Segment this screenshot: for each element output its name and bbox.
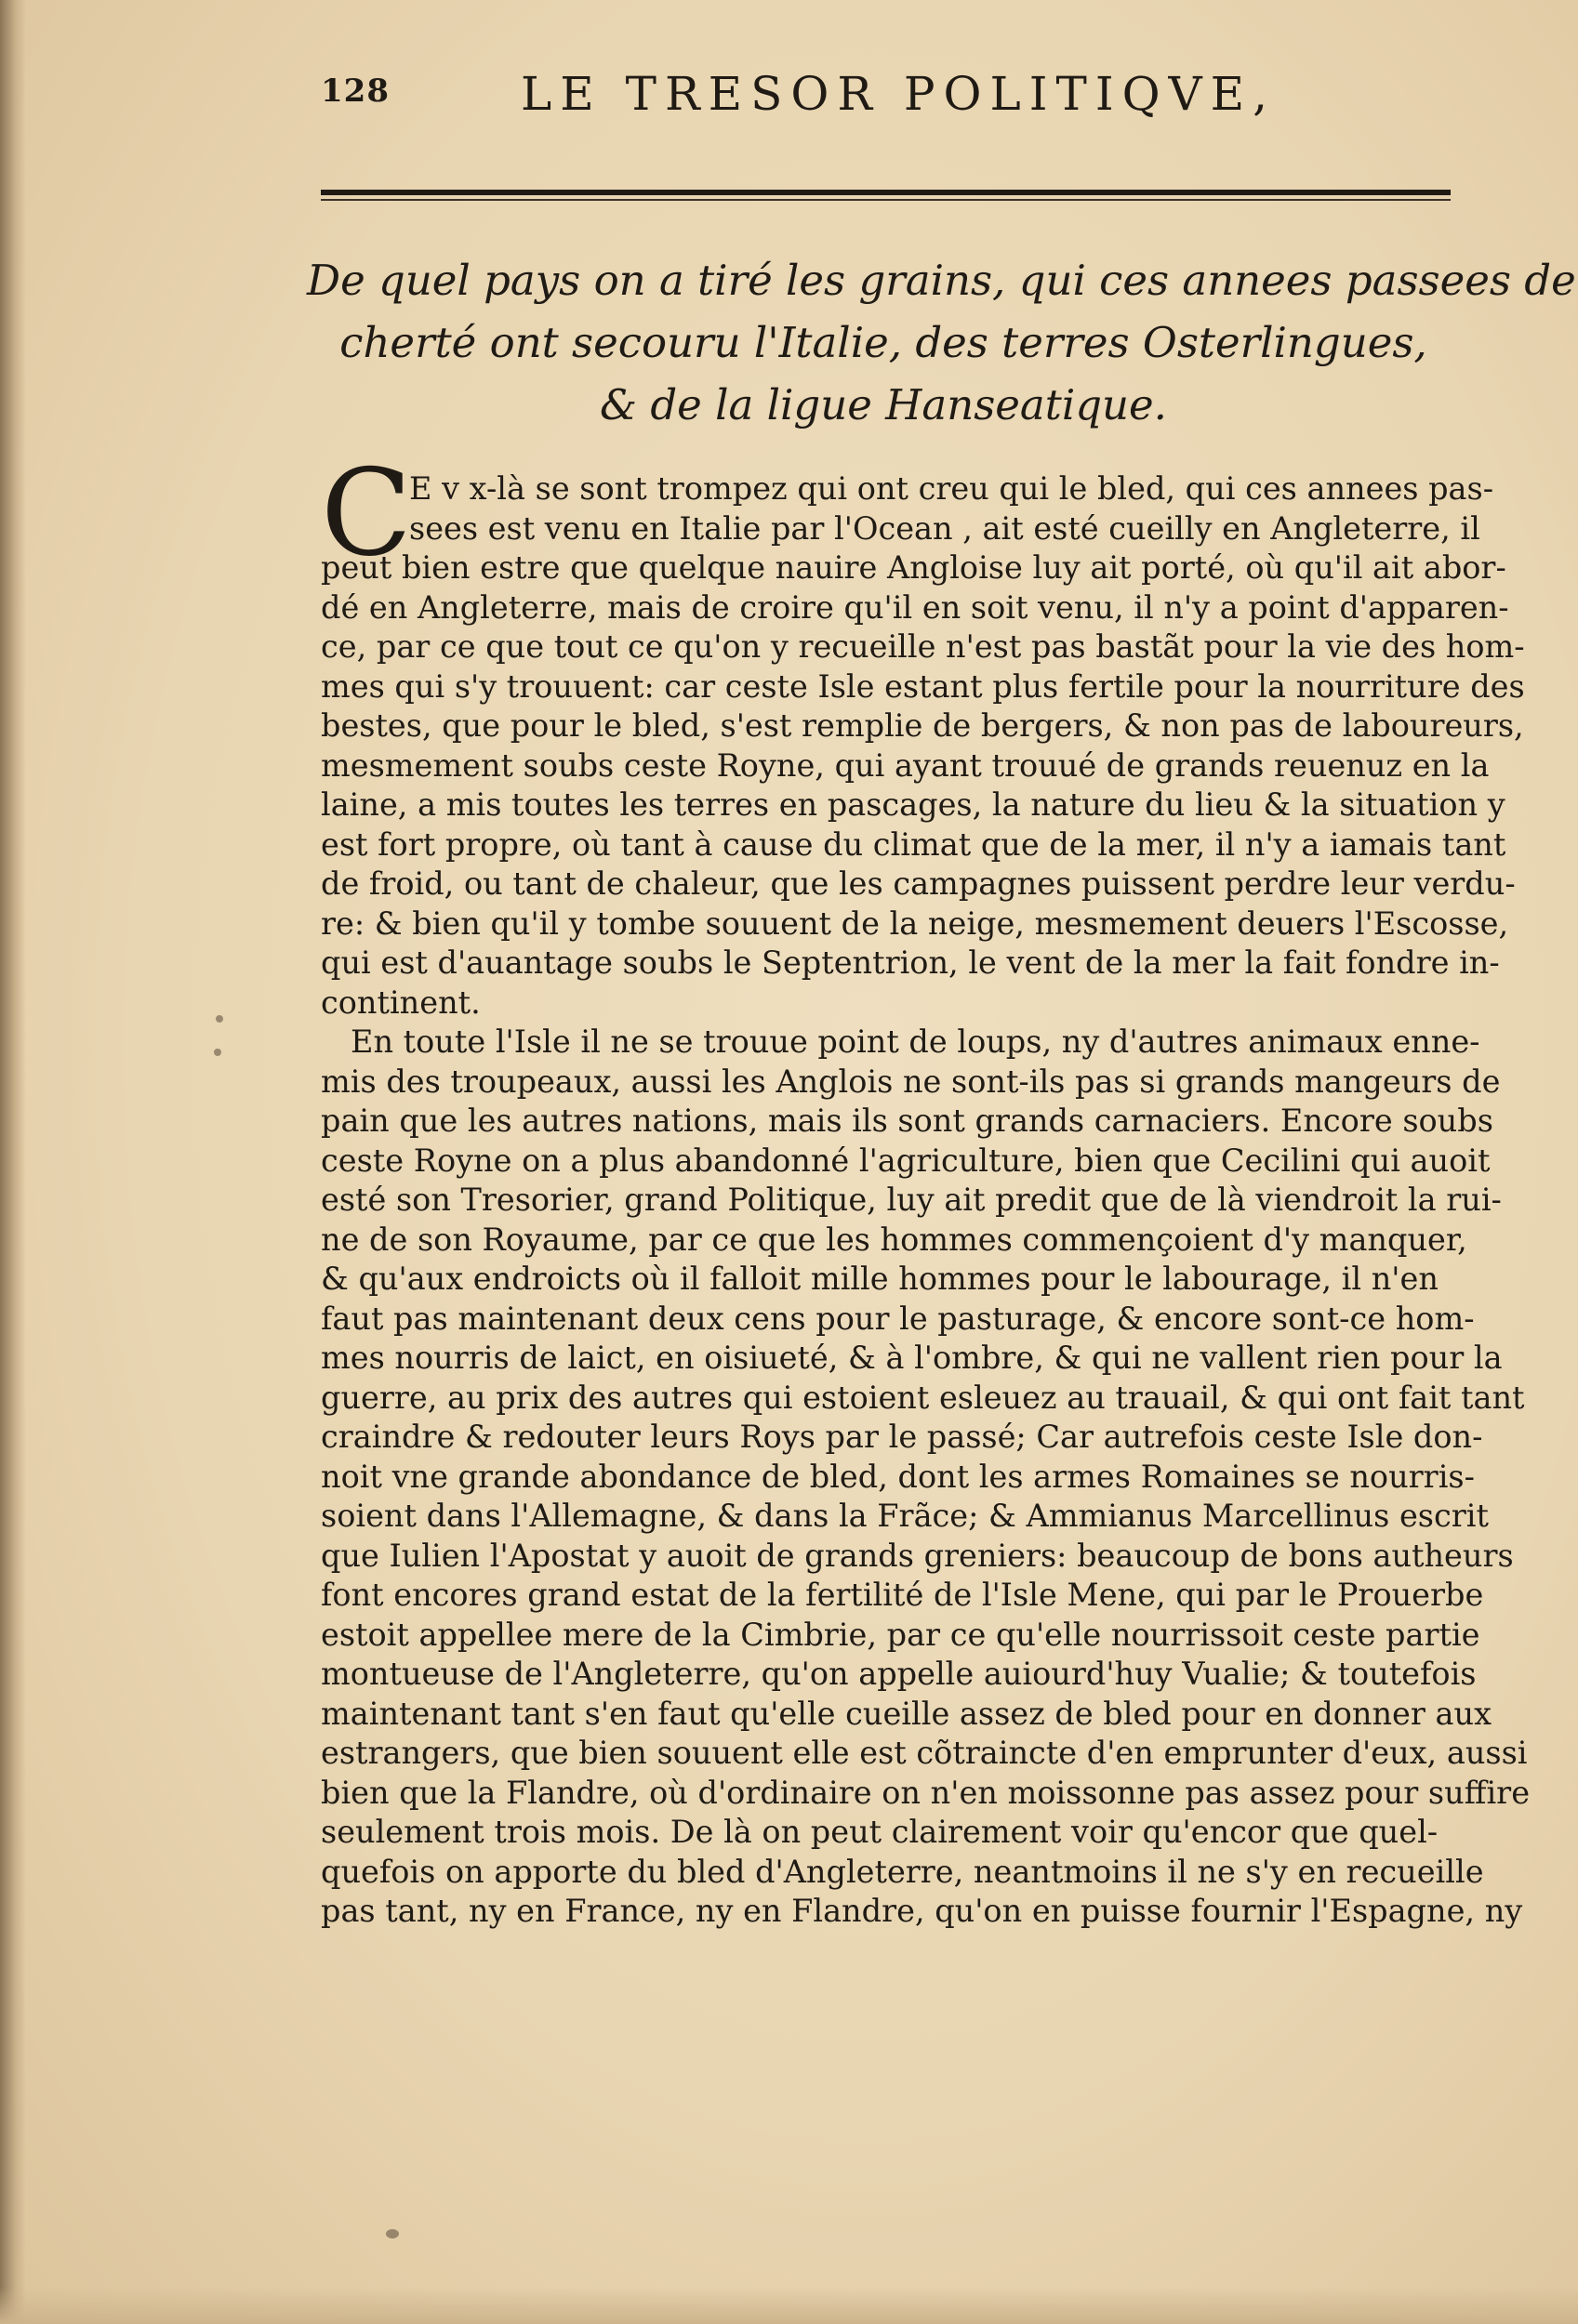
text-line: quefois on apporte du bled d'Angleterre, neantmoins il ne s'y en recueille <box>321 1853 1484 1890</box>
first-lines <box>321 469 1494 548</box>
text-line: noit vne grande abondance de bled, dont les armes Romaines se nourris- <box>321 1458 1475 1495</box>
text-line: de froid, ou tant de chaleur, que les campagnes puissent perdre leur verdu- <box>321 865 1516 902</box>
text-line: ne de son Royaume, par ce que les hommes commençoient d'y manquer, <box>321 1221 1467 1258</box>
chapter-heading <box>307 249 1576 436</box>
text-line: faut pas maintenant deux cens pour le pasturage, & encore sont-ce hom- <box>321 1300 1475 1337</box>
text-line: qui est d'auantage soubs le Septentrion, le vent de la mer la fait fondre in- <box>321 944 1500 981</box>
text-line: pas tant, ny en France, ny en Flandre, qu'on en puisse fournir l'Espagne, ny <box>321 1893 1523 1929</box>
text-line: guerre, au prix des autres qui estoient esleuez au trauail, & qui ont fait tant <box>321 1379 1525 1416</box>
text-line: mesmement soubs ceste Royne, qui ayant trouué de grands reuenuz en la <box>321 746 1490 784</box>
text-line: estrangers, que bien souuent elle est cõtraincte d'en emprunter d'eux, aussi <box>321 1735 1528 1771</box>
text-line: estoit appellee mere de la Cimbrie, par ce qu'elle nourrissoit ceste partie <box>321 1616 1480 1653</box>
heading-line: cherté ont secouru l'Italie, des terres Osterlingues, <box>339 318 1427 367</box>
text-line: font encores grand estat de la fertilité de l'Isle Mene, qui par le Prouerbe <box>321 1577 1484 1613</box>
text-line: craindre & redouter leurs Roys par le passé; Car autrefois ceste Isle don- <box>321 1419 1483 1455</box>
paragraph-2 <box>321 1023 1531 1932</box>
running-title: LE TRESOR POLITIQVE, <box>521 67 1277 121</box>
text-line: & qu'aux endroicts où il falloit mille hommes pour le labourage, il n'en <box>321 1261 1439 1297</box>
text-line: ce, par ce que tout ce qu'on y recueille n'est pas bastãt pour la vie des hom- <box>321 628 1525 665</box>
text-line: bestes, que pour le bled, s'est remplie de bergers, & non pas de laboureurs, <box>321 707 1524 744</box>
text-line: sees est venu en Italie par l'Ocean , ait esté cueilly en Angleterre, il <box>409 509 1480 547</box>
text-line: En toute l'Isle il ne se trouue point de loups, ny d'autres animaux enne- <box>351 1023 1480 1060</box>
text-line: est fort propre, où tant à cause du climat que de la mer, il n'y a iamais tant <box>321 825 1506 863</box>
text-line: ceste Royne on a plus abandonné l'agriculture, bien que Cecilini qui auoit <box>321 1142 1491 1179</box>
ink-spot <box>214 1049 221 1056</box>
drop-cap: C <box>321 444 412 583</box>
page-binding-shadow <box>0 0 26 2324</box>
page-number: 128 <box>321 73 390 110</box>
text-line: mis des troupeaux, aussi les Anglois ne sont-ils pas si grands mangeurs de <box>321 1063 1501 1100</box>
text-line: bien que la Flandre, où d'ordinaire on n'en moissonne pas assez pour suffire <box>321 1774 1531 1811</box>
text-line: seulement trois mois. De là on peut clairement voir qu'encor que quel- <box>321 1814 1439 1850</box>
text-line: dé en Angleterre, mais de croire qu'il en soit venu, il n'y a point d'apparen- <box>321 588 1509 626</box>
text-line: E v x-là se sont trompez qui ont creu qui le bled, qui ces annees pas- <box>409 470 1494 507</box>
heading-line: & de la ligue Hanseatique. <box>600 380 1167 429</box>
text-line: continent. <box>321 984 481 1021</box>
body-text <box>321 469 1531 1932</box>
header-rule <box>321 190 1451 195</box>
running-header <box>321 67 1530 128</box>
text-line: mes qui s'y trouuent: car ceste Isle estant plus fertile pour la nourriture des <box>321 667 1525 705</box>
text-line: pain que les autres nations, mais ils sont grands carnaciers. Encore soubs <box>321 1103 1493 1139</box>
text-line: esté son Tresorier, grand Politique, luy ait predit que de là viendroit la rui- <box>321 1182 1502 1218</box>
text-line: soient dans l'Allemagne, & dans la Frãce; & Ammianus Marcellinus escrit <box>321 1498 1489 1534</box>
ink-spot <box>386 2229 399 2238</box>
text-line: montueuse de l'Angleterre, qu'on appelle auiourd'huy Vualie; & toutefois <box>321 1656 1477 1692</box>
text-line: peut bien estre que quelque nauire Angloise luy ait porté, où qu'il ait abor- <box>321 549 1506 586</box>
text-line: maintenant tant s'en faut qu'elle cueille assez de bled pour en donner aux <box>321 1695 1492 1732</box>
text-line: laine, a mis toutes les terres en pascages, la nature du lieu & la situation y <box>321 786 1505 823</box>
ink-spot <box>216 1015 223 1023</box>
header-rule-thin <box>321 199 1451 201</box>
paragraph-1 <box>321 548 1525 1023</box>
text-line: mes nourris de laict, en oisiueté, & à l'ombre, & qui ne vallent rien pour la <box>321 1340 1503 1376</box>
text-line: re: & bien qu'il y tombe souuent de la neige, mesmement deuers l'Escosse, <box>321 905 1509 942</box>
heading-line: De quel pays on a tiré les grains, qui ces annees passees de <box>307 256 1576 305</box>
page-bottom-edge <box>0 2287 1578 2324</box>
text-line: que Iulien l'Apostat y auoit de grands greniers: beaucoup de bons autheurs <box>321 1537 1514 1574</box>
